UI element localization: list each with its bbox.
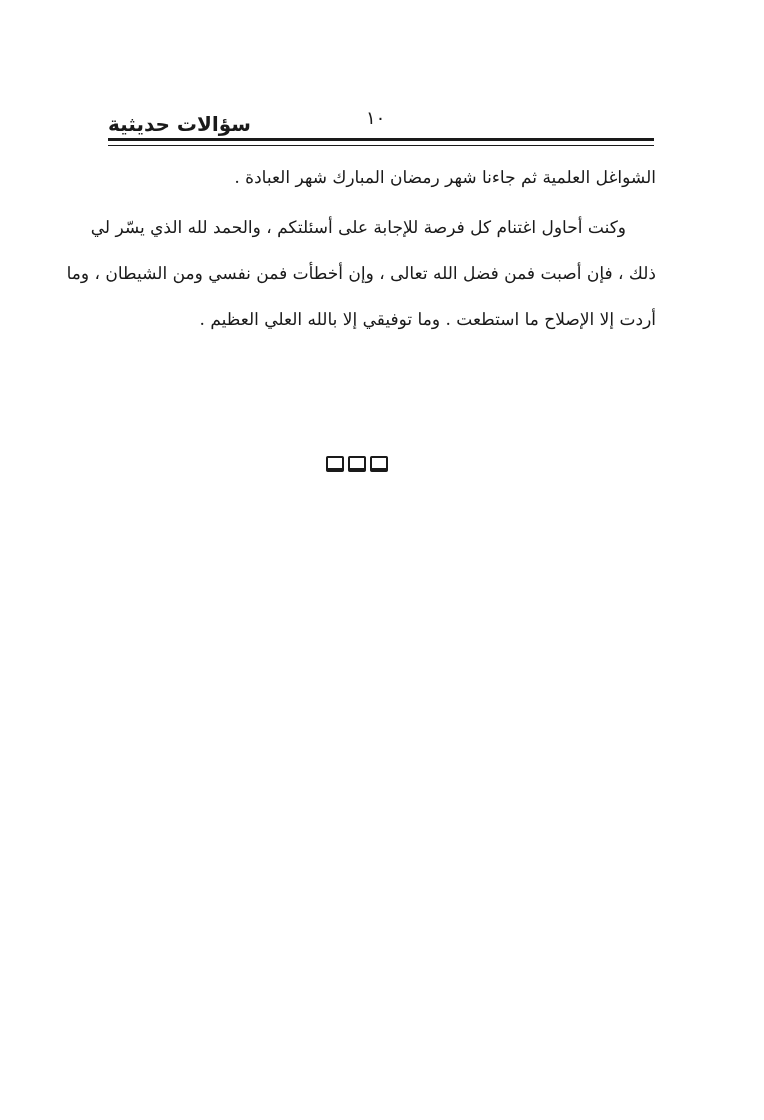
header-rule-thick — [108, 138, 654, 141]
paragraph-line-4: أردت إلا الإصلاح ما استطعت . وما توفيقي إلا بالله العلي العظيم . — [199, 310, 656, 330]
paragraph-line-2: وكنت أحاول اغتنام كل فرصة للإجابة على أسئلتكم ، والحمد لله الذي يسّر لي — [90, 218, 626, 238]
paragraph-line-1: الشواغل العلمية ثم جاءنا شهر رمضان المبارك شهر العبادة . — [234, 168, 656, 188]
three-squares-ornament-icon — [326, 456, 388, 478]
page-header — [108, 108, 654, 148]
square-icon — [326, 456, 344, 472]
running-head-title: سؤالات حديثية — [108, 112, 251, 136]
paragraph-line-3: ذلك ، فإن أصبت فمن فضل الله تعالى ، وإن أخطأت فمن نفسي ومن الشيطان ، وما — [66, 264, 656, 284]
square-icon — [370, 456, 388, 472]
square-icon — [348, 456, 366, 472]
page-number: ١٠ — [366, 108, 386, 129]
header-rule-thin — [108, 145, 654, 146]
